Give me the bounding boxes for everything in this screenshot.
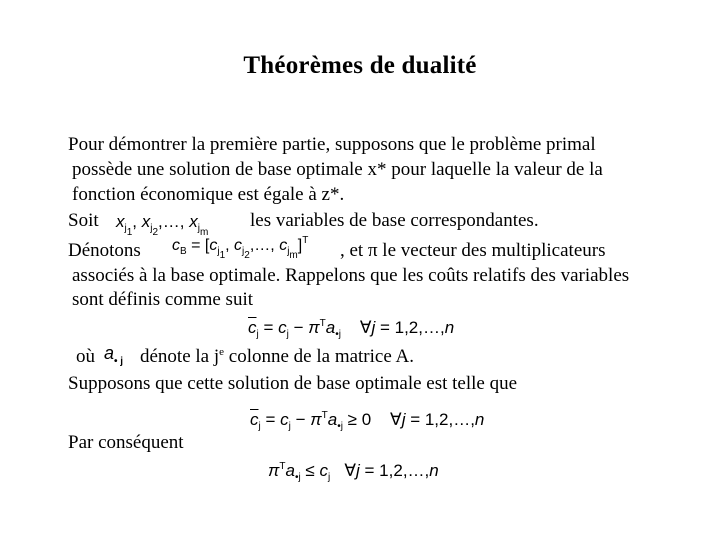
text-line-1: Pour démontrer la première partie, supposons que le problème primal xyxy=(68,134,596,155)
slide-title: Théorèmes de dualité xyxy=(243,52,477,79)
text-par-consequent: Par conséquent xyxy=(68,432,184,453)
text-ou: où xyxy=(76,346,95,367)
optimality-condition: $\overline{c}_j = c_j - \pi^Ta_{•j} \ge 0$ ∀j = 1,2,…,n xyxy=(250,410,485,432)
text-line-3: fonction économique est égale à z*. xyxy=(72,184,345,205)
text-vecteur-multiplicateurs: , et π le vecteur des multiplicateurs xyxy=(340,240,606,261)
text-soit: Soit xyxy=(68,210,99,231)
text-line-2: possède une solution de base optimale x* pour laquelle la valeur de la xyxy=(72,159,603,180)
basic-variables-formula: $x_{j_1}$, $x_{j_2},\dots$, $x_{j_m}$ xyxy=(116,212,209,238)
text-denotons: Dénotons xyxy=(68,240,141,261)
reduced-cost-definition: $\overline{c}_j = c_j - \pi^Ta_{•j}$ ∀j = 1,2,…,n xyxy=(248,318,455,340)
cost-vector-formula: $c_B = [c_{j_1}$, $c_{j_2},\dots$, $c_{j_m}]^T$ xyxy=(172,235,309,261)
text-line-definis: sont définis comme suit xyxy=(72,289,254,310)
column-vector-symbol: $a_{• j}$ xyxy=(104,343,124,367)
text-colonne-matrice: dénote la $j^e$ colonne de la matrice A. xyxy=(140,346,414,367)
text-line-supposons: Supposons que cette solution de base optimale est telle que xyxy=(68,373,518,394)
text-line-associes: associés à la base optimale. Rappelons que les coûts relatifs des variables xyxy=(72,265,630,286)
text-variables-de-base: les variables de base correspondantes. xyxy=(250,210,539,231)
dual-feasibility-condition: $\pi^Ta_{•j} \le c_j$ ∀j = 1,2,…,n xyxy=(268,461,439,483)
